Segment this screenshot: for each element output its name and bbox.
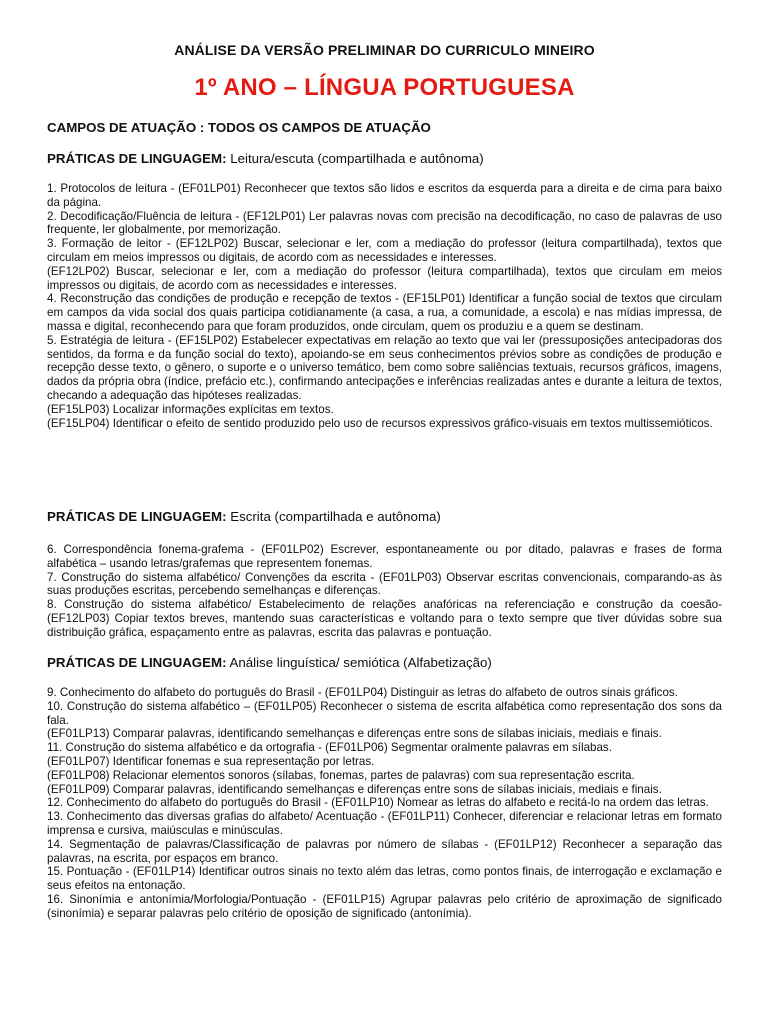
section-heading-escrita [47,509,441,524]
section-body-escrita [47,543,722,640]
curriculum-item: 9. Conhecimento do alfabeto do português do Brasil - (EF01LP04) Distinguir as letras do alfabeto de outros sinais gráficos. [47,686,678,699]
curriculum-item: 16. Sinonímia e antonímia/Morfologia/Pontuação - (EF01LP15) Agrupar palavras pelo critério de aproximação de significado (sinonímia) e separar palavras pelo critério de oposição de significado (antonímia). [47,892,722,920]
curriculum-item: (EF15LP03) Localizar informações explícitas em textos. [47,402,334,416]
curriculum-item: 15. Pontuação - (EF01LP14) Identificar outros sinais no texto além das letras, como pontos finais, de interrogação e exclamação e seus efeitos na entonação. [47,865,722,893]
section-body-analise [47,686,722,921]
curriculum-item: (EF15LP04) Identificar o efeito de sentido produzido pelo uso de recursos expressivos gráfico-visuais em textos multissemióticos. [47,416,713,430]
curriculum-item: 12. Conhecimento do alfabeto do português do Brasil - (EF01LP10) Nomear as letras do alfabeto e recitá-lo na ordem das letras. [47,796,709,810]
document-header-title: ANÁLISE DA VERSÃO PRELIMINAR DO CURRICULO MINEIRO [174,42,595,58]
section-heading-text: Escrita (compartilhada e autônoma) [226,509,441,524]
section-heading-bold: PRÁTICAS DE LINGUAGEM: [47,509,227,524]
curriculum-item: 3. Formação de leitor - (EF12LP02) Buscar, selecionar e ler, com a mediação do professor (leitura compartilhada), textos que circulam em meios impressos ou digitais, de acordo com as necessidades e interesses. [47,237,722,264]
section-heading-bold: PRÁTICAS DE LINGUAGEM: [47,655,227,670]
curriculum-item: 10. Construção do sistema alfabético – (EF01LP05) Reconhecer o sistema de escrita alfabética como representação dos sons da fala. [47,699,722,727]
curriculum-item: (EF01LP08) Relacionar elementos sonoros (sílabas, fonemas, partes de palavras) com sua representação escrita. [47,768,635,782]
section-heading-text: Leitura/escuta (compartilhada e autônoma) [226,151,484,166]
curriculum-item: 11. Construção do sistema alfabético e da ortografia - (EF01LP06) Segmentar oralmente palavras em sílabas. [47,741,612,755]
section-heading-analise [47,655,492,670]
campos-de-atuacao: CAMPOS DE ATUAÇÃO : TODOS OS CAMPOS DE ATUAÇÃO [47,120,431,135]
curriculum-item: (EF01LP13) Comparar palavras, identificando semelhanças e diferenças entre sons de sílabas iniciais, mediais e finais. [47,727,662,741]
section-heading-leitura [47,151,484,166]
section-body-leitura [47,182,722,430]
curriculum-item: 2. Decodificação/Fluência de leitura - (EF12LP01) Ler palavras novas com precisão na decodificação, no caso de palavras de uso frequente, ler globalmente, por memorização. [47,209,722,237]
section-heading-bold: PRÁTICAS DE LINGUAGEM: [47,151,227,166]
curriculum-item: (EF01LP07) Identificar fonemas e sua representação por letras. [47,754,375,768]
curriculum-item: 8. Construção do sistema alfabético/ Estabelecimento de relações anafóricas na referenciação e construção da coesão- (EF12LP03) Copiar textos breves, mantendo suas características e voltando para o texto sempre que tiver dúvidas sobre sua distribuição gráfica, espaçamento entre as palavras, escrita das palavras e pontuação. [47,598,722,639]
curriculum-item: 13. Conhecimento das diversas grafias do alfabeto/ Acentuação - (EF01LP11) Conhecer, diferenciar e relacionar letras em formato imprensa e cursiva, maiúsculas e minúsculas. [47,810,722,837]
curriculum-item: 14. Segmentação de palavras/Classificação de palavras por número de sílabas - (EF01LP12) Reconhecer a separação das palavras, na escrita, por espaços em branco. [47,837,722,865]
section-heading-text: Análise linguística/ semiótica (Alfabetização) [226,655,492,670]
curriculum-item: 1. Protocolos de leitura - (EF01LP01) Reconhecer que textos são lidos e escritos da esquerda para a direita e de cima para baixo da página. [47,182,722,209]
curriculum-item: 7. Construção do sistema alfabético/ Convenções da escrita - (EF01LP03) Observar escritas convencionais, comparando-as às suas produções escritas, percebendo semelhanças e diferenças. [47,570,722,598]
curriculum-item: 4. Reconstrução das condições de produção e recepção de textos - (EF15LP01) Identificar a função social de textos que circulam em campos da vida social dos quais participa cotidianamente (a casa, a rua, a comunidade, a escola) e nas mídias impressa, de massa e digital, reconhecendo para que foram produzidos, onde circulam, quem os produziu e a quem se destinam. [47,292,722,333]
curriculum-item: 5. Estratégia de leitura - (EF15LP02) Estabelecer expectativas em relação ao texto que vai ler (pressuposições antecipadoras dos sentidos, da forma e da função social do texto), apoiando-se em seus conhecimentos prévios sobre as condições de produção e recepção desse texto, o gênero, o suporte e o universo temático, bem como sobre saliências textuais, recursos gráficos, imagens, dados da própria obra (índice, prefácio etc.), confirmando antecipações e inferências realizadas antes e durante a leitura de textos, checando a adequação das hipóteses realizadas. [47,333,722,402]
curriculum-item: 6. Correspondência fonema-grafema - (EF01LP02) Escrever, espontaneamente ou por ditado, palavras e frases de forma alfabética – usando letras/grafemas que representem fonemas. [47,543,722,570]
curriculum-item: (EF12LP02) Buscar, selecionar e ler, com a mediação do professor (leitura compartilhada), textos que circulam em meios impressos ou digitais, de acordo com as necessidades e interesses. [47,264,722,292]
main-title: 1º ANO – LÍNGUA PORTUGUESA [194,74,575,101]
curriculum-item: (EF01LP09) Comparar palavras, identificando semelhanças e diferenças entre sons de sílabas iniciais, mediais e finais. [47,782,662,796]
